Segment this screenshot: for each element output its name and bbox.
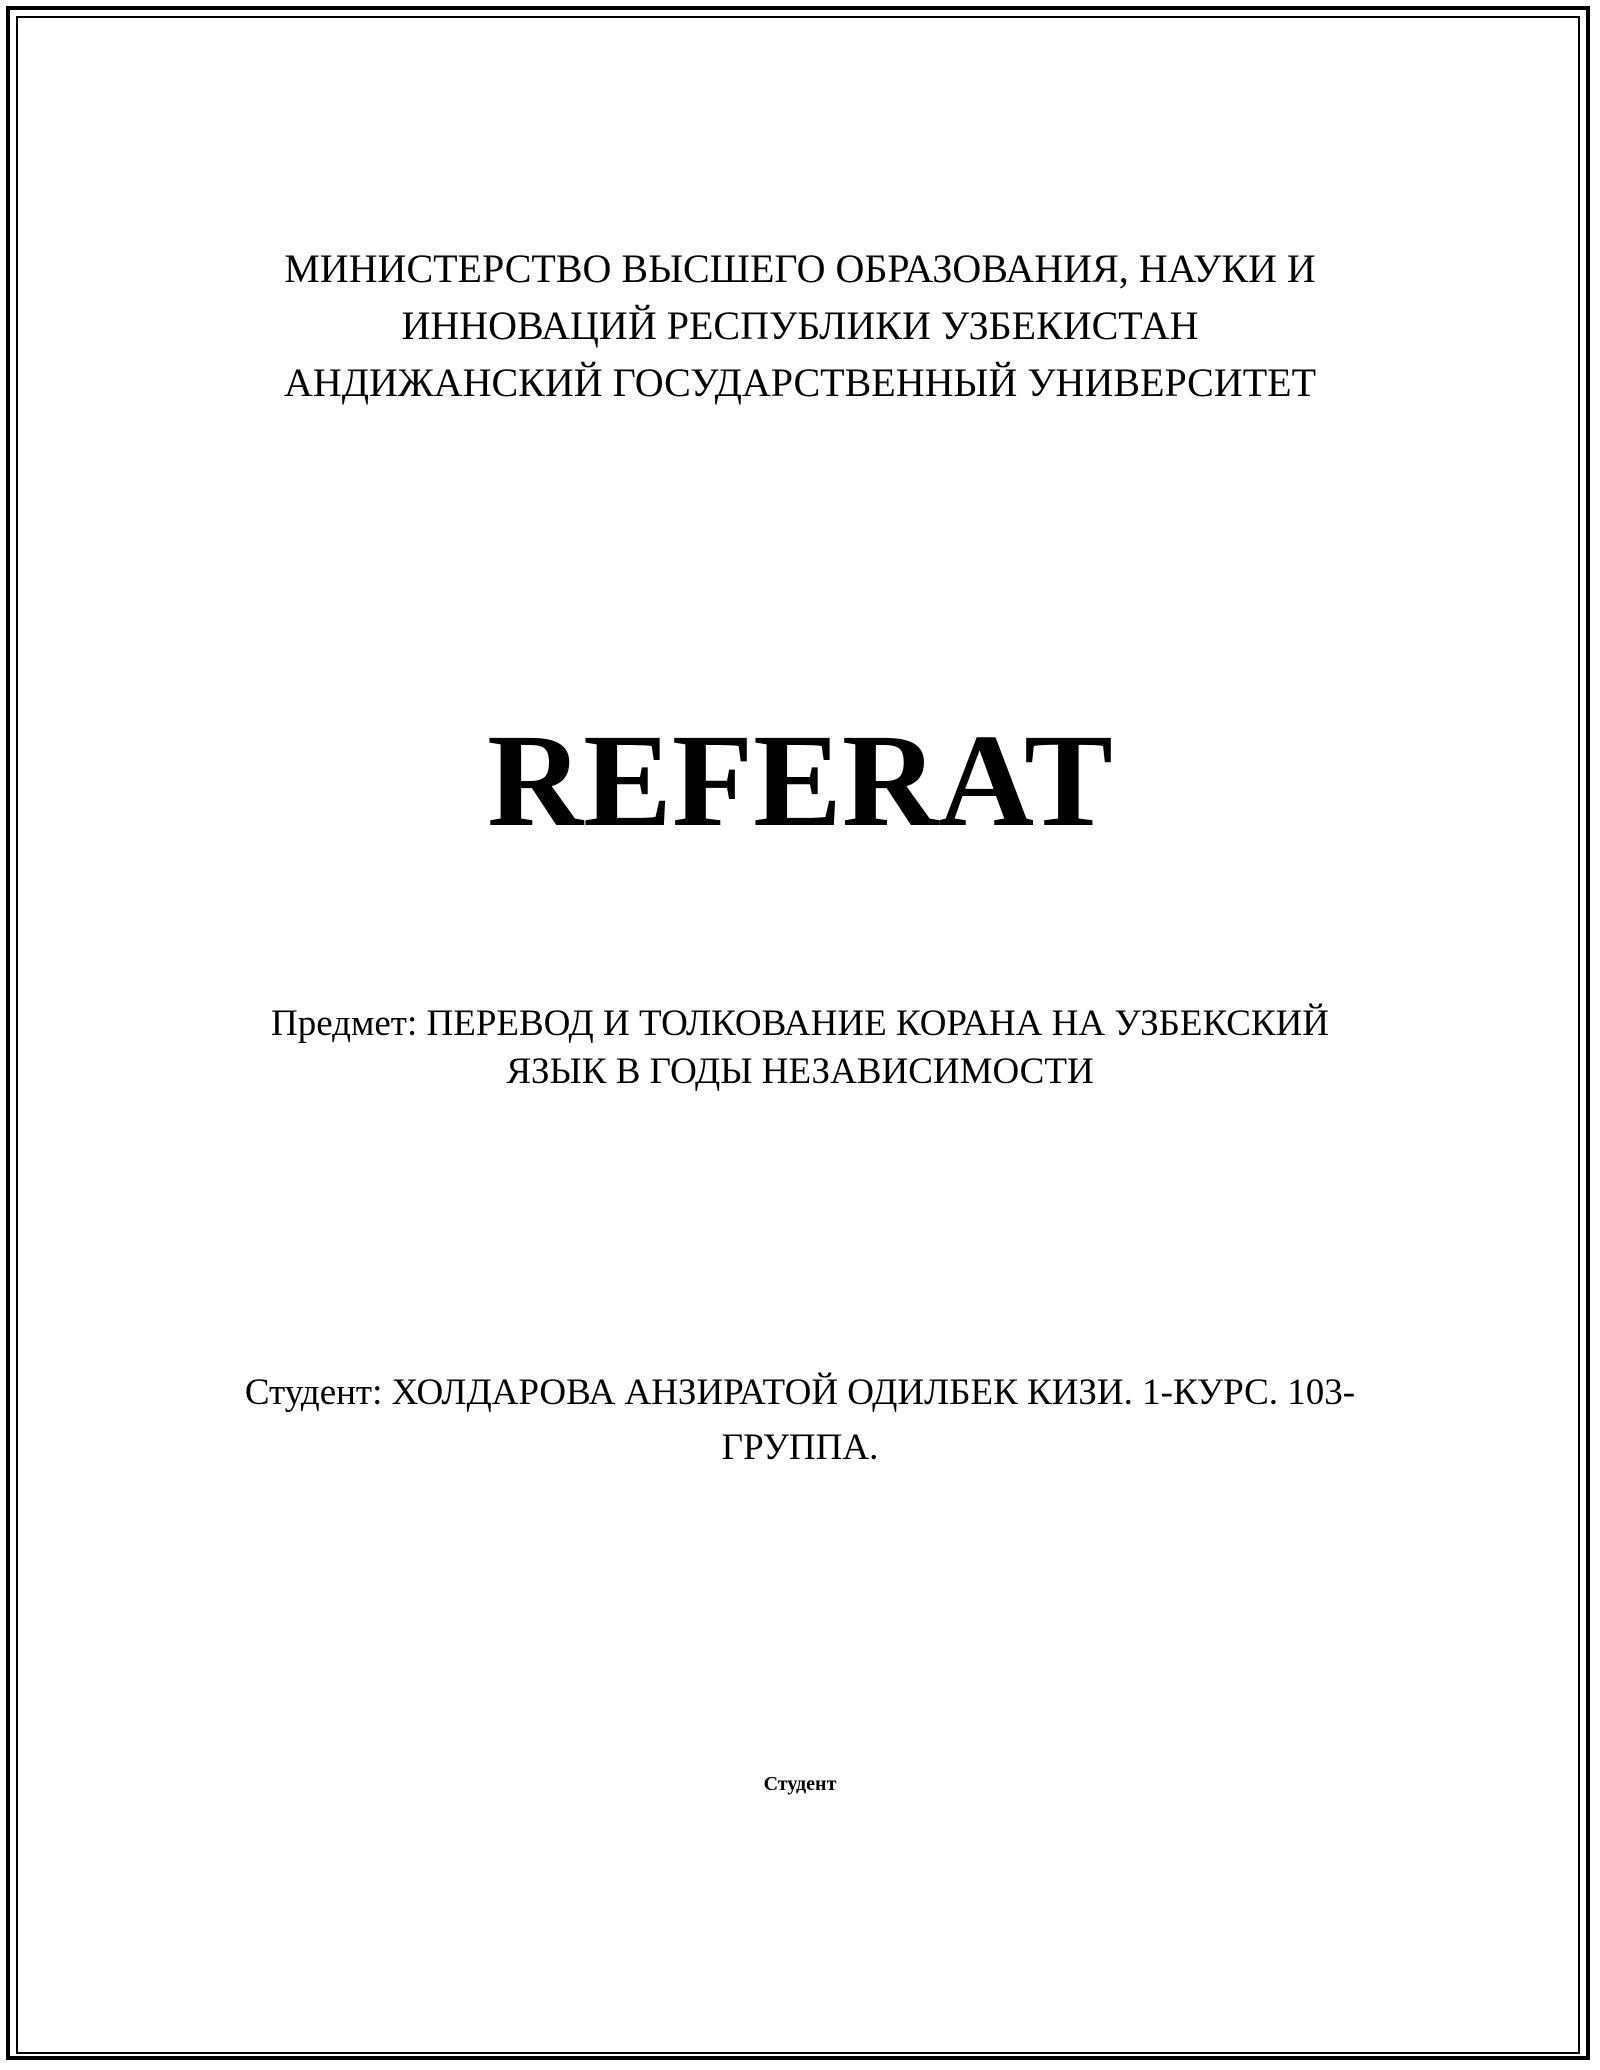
student-line-2: ГРУППА.: [721, 1427, 879, 1468]
student-block: [0, 1365, 1600, 1475]
subject-block: [0, 1000, 1600, 1096]
header-line-ministry: МИНИСТЕРСТВО ВЫСШЕГО ОБРАЗОВАНИЯ, НАУКИ И: [284, 246, 1316, 291]
header-line-university: АНДИЖАНСКИЙ ГОСУДАРСТВЕННЫЙ УНИВЕРСИТЕТ: [283, 360, 1317, 405]
document-title: REFERAT: [487, 706, 1113, 854]
subject-line-1: Предмет: ПЕРЕВОД И ТОЛКОВАНИЕ КОРАНА НА УЗБЕКСКИЙ: [270, 1003, 1330, 1044]
footer-student-label: Студент: [763, 1773, 837, 1795]
student-line-1: Студент: ХОЛДАРОВА АНЗИРАТОЙ ОДИЛБЕК КИЗИ. 1-КУРС. 103-: [244, 1372, 1356, 1413]
header-line-republic: ИННОВАЦИЙ РЕСПУБЛИКИ УЗБЕКИСТАН: [401, 303, 1199, 348]
institution-header: [0, 240, 1600, 411]
subject-line-2: ЯЗЫК В ГОДЫ НЕЗАВИСИМОСТИ: [506, 1051, 1094, 1092]
